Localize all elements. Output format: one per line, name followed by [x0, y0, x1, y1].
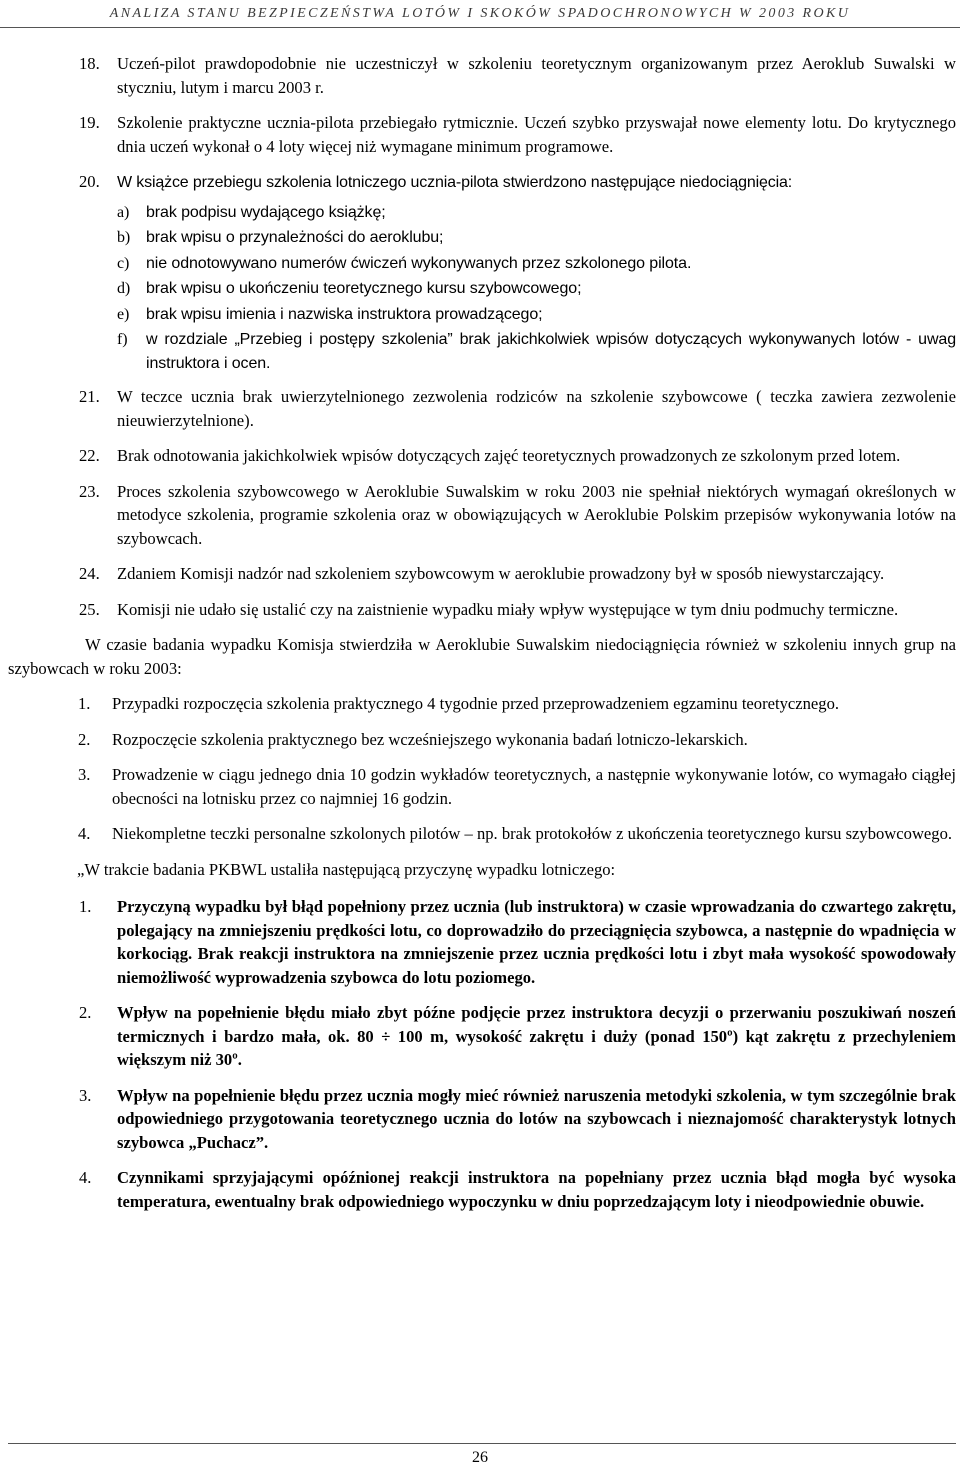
item-number: 19. [79, 113, 100, 132]
item-text: Komisji nie udało się ustalić czy na zaistnienie wypadku miały wpływ występujące w tym dniu podmuchy termiczne. [117, 599, 899, 619]
sub-letter: b) [117, 229, 131, 246]
item-text: Brak odnotowania jakichkolwiek wpisów dotyczących zajęć teoretycznych prowadzonych ze szkolonym przed lotem. [117, 446, 901, 465]
list-item-19 [0, 111, 956, 158]
footer-rule [8, 1443, 956, 1444]
sub-text: w rozdziale „Przebieg i postępy szkolenia” brak jakichkolwiek wpisów dotyczących wykonywanych lotów - uwag instruktora i ocen. [146, 331, 956, 372]
cause-item-3 [0, 1084, 956, 1155]
item-number: 21. [79, 387, 100, 406]
sub-letter: c) [117, 254, 130, 272]
item-text: Wpływ na popełnienie błędu przez ucznia mogły mieć również naruszenia metodyki szkolenia, w tym szczególnie brak odpowiedniego przygotowania teoretycznego ucznia do lotów na szybowcach i nieznajomość charakterystyk lotnych szybowca „Puchacz”. [117, 1085, 956, 1152]
item-number: 18. [79, 54, 100, 73]
item-number: 1. [79, 897, 92, 916]
item-text: Zdaniem Komisji nadzór nad szkoleniem szybowcowym w aeroklubie prowadzony był w sposób niewystarczający. [117, 564, 885, 583]
sub-item-a [117, 201, 956, 225]
sub-text: brak wpisu imienia i nazwiska instruktora prowadzącego; [146, 305, 543, 323]
item-text: Przypadki rozpoczęcia szkolenia praktycznego 4 tygodnie przed przeprowadzeniem egzaminu teoretycznego. [112, 694, 840, 713]
item-number: 4. [78, 824, 91, 843]
group-item-2 [0, 728, 956, 752]
item-text: Czynnikami sprzyjającymi opóźnionej reakcji instruktora na popełniany przez ucznia błąd mogła być wysoka temperatura, ewentualny brak odpowiedniego wypoczynku w dniu poprzedzającym loty i nieodpowiednie obuwie. [117, 1168, 956, 1211]
sub-item-b [117, 226, 956, 250]
sub-letter: e) [117, 305, 130, 323]
item-text: W książce przebiegu szkolenia lotniczego ucznia-pilota stwierdzono następujące niedociągnięcia: [117, 174, 793, 191]
sub-list [117, 201, 956, 376]
list-item-22 [0, 444, 956, 468]
list-item-18 [0, 52, 956, 99]
item-text: Wpływ na popełnienie błędu miało zbyt późne podjęcie przez instruktora decyzji o przerwaniu poszukiwań noszeń termicznych i bardzo mała, ok. 80 ÷ 100 m, wysokość zakrętu i duży (ponad 150º) kąt zakrętu z przechyleniem większym niż 30º. [117, 1003, 956, 1069]
commission-paragraph: W czasie badania wypadku Komisja stwierdziła w Aeroklubie Suwalskim niedociągnięcia również w szkoleniu innych grup na szybowcach w roku 2003: [8, 635, 956, 678]
sub-text: brak wpisu o ukończeniu teoretycznego kursu szybowcowego; [146, 280, 582, 297]
sub-letter: d) [117, 280, 131, 297]
list-item-23 [0, 480, 956, 551]
running-header: ANALIZA STANU BEZPIECZEŃSTWA LOTÓW I SKOKÓW SPADOCHRONOWYCH W 2003 ROKU [109, 6, 851, 21]
item-number: 1. [78, 694, 91, 713]
item-text: Niekompletne teczki personalne szkolonych pilotów – np. brak protokołów z ukończenia teoretycznego kursu szybowcowego. [112, 824, 953, 843]
item-text: Proces szkolenia szybowcowego w Aeroklubie Suwalskim w roku 2003 nie spełniał niektórych wymagań określonych w metodyce szkolenia, programie szkolenia oraz w obowiązujących w Aeroklubie Polskim przepisów wykonywania lotów na szybowcach. [117, 481, 956, 548]
item-number: 24. [79, 564, 100, 583]
item-text: Szkolenie praktyczne ucznia-pilota przebiegało rytmicznie. Uczeń szybko przyswajał nowe elementy lotu. Do krytycznego dnia uczeń wykonał o 4 loty więcej niż wymagane minimum programowe. [117, 113, 956, 156]
item-number: 2. [78, 729, 91, 749]
list-item-25 [0, 598, 956, 622]
sub-letter: f) [117, 331, 128, 348]
item-number: 20. [79, 172, 100, 191]
item-number: 3. [78, 765, 91, 784]
list-item-24 [0, 562, 956, 586]
cause-item-2 [0, 1001, 956, 1072]
item-text: Uczeń-pilot prawdopodobnie nie uczestniczył w szkoleniu teoretycznym organizowanym przez Aeroklub Suwalski w styczniu, lutym i marcu 2003 r. [117, 54, 956, 97]
sub-item-c [117, 252, 956, 276]
group-item-1 [0, 692, 956, 716]
item-number: 25. [79, 599, 100, 619]
sub-item-e [117, 303, 956, 327]
sub-text: brak wpisu o przynależności do aeroklubu; [146, 229, 444, 246]
cause-item-1 [0, 895, 956, 989]
sub-text: nie odnotowywano numerów ćwiczeń wykonywanych przez szkolonego pilota. [146, 254, 692, 272]
item-number: 22. [79, 446, 100, 465]
item-number: 3. [79, 1085, 92, 1105]
pkbwl-quote-intro: „W trakcie badania PKBWL ustaliła następującą przyczynę wypadku lotniczego: [77, 859, 616, 879]
item-number: 23. [79, 481, 100, 501]
item-text: W teczce ucznia brak uwierzytelnionego zezwolenia rodziców na szkolenie szybowcowe ( teczka zawiera zezwolenie nieuwierzytelnione). [117, 387, 956, 430]
sub-letter: a) [117, 203, 130, 221]
item-number: 4. [79, 1168, 92, 1187]
group-item-3 [0, 763, 956, 810]
list-item-21 [0, 385, 956, 432]
sub-text: brak podpisu wydającego książkę; [146, 203, 386, 221]
list-item-20 [0, 170, 956, 375]
document-body [0, 52, 956, 1225]
sub-item-d [117, 277, 956, 301]
item-text: Prowadzenie w ciągu jednego dnia 10 godzin wykładów teoretycznych, a następnie wykonywanie lotów, co wymagało ciągłej obecności na lotnisku przez co najmniej 16 godzin. [112, 765, 956, 808]
sub-item-f [117, 328, 956, 375]
header-rule [0, 27, 960, 28]
item-number: 2. [79, 1003, 92, 1022]
page-number: 26 [472, 1449, 488, 1466]
group-item-4 [0, 822, 956, 846]
item-text: Przyczyną wypadku był błąd popełniony przez ucznia (lub instruktora) w czasie wprowadzania do czwartego zakrętu, polegający na zmniejszeniu prędkości lotu, co doprowadziło do przeciągnięcia szybowca, a następnie do wpadnięcia w korkociąg. Brak reakcji instruktora na zmniejszenie przez ucznia prędkości lotu i zbyt mała wysokość spowodowały niemożliwość wyprowadzenia szybowca do lotu poziomego. [117, 897, 956, 987]
item-text: Rozpoczęcie szkolenia praktycznego bez wcześniejszego wykonania badań lotniczo-lekarskich. [112, 729, 748, 749]
cause-item-4 [0, 1166, 956, 1213]
